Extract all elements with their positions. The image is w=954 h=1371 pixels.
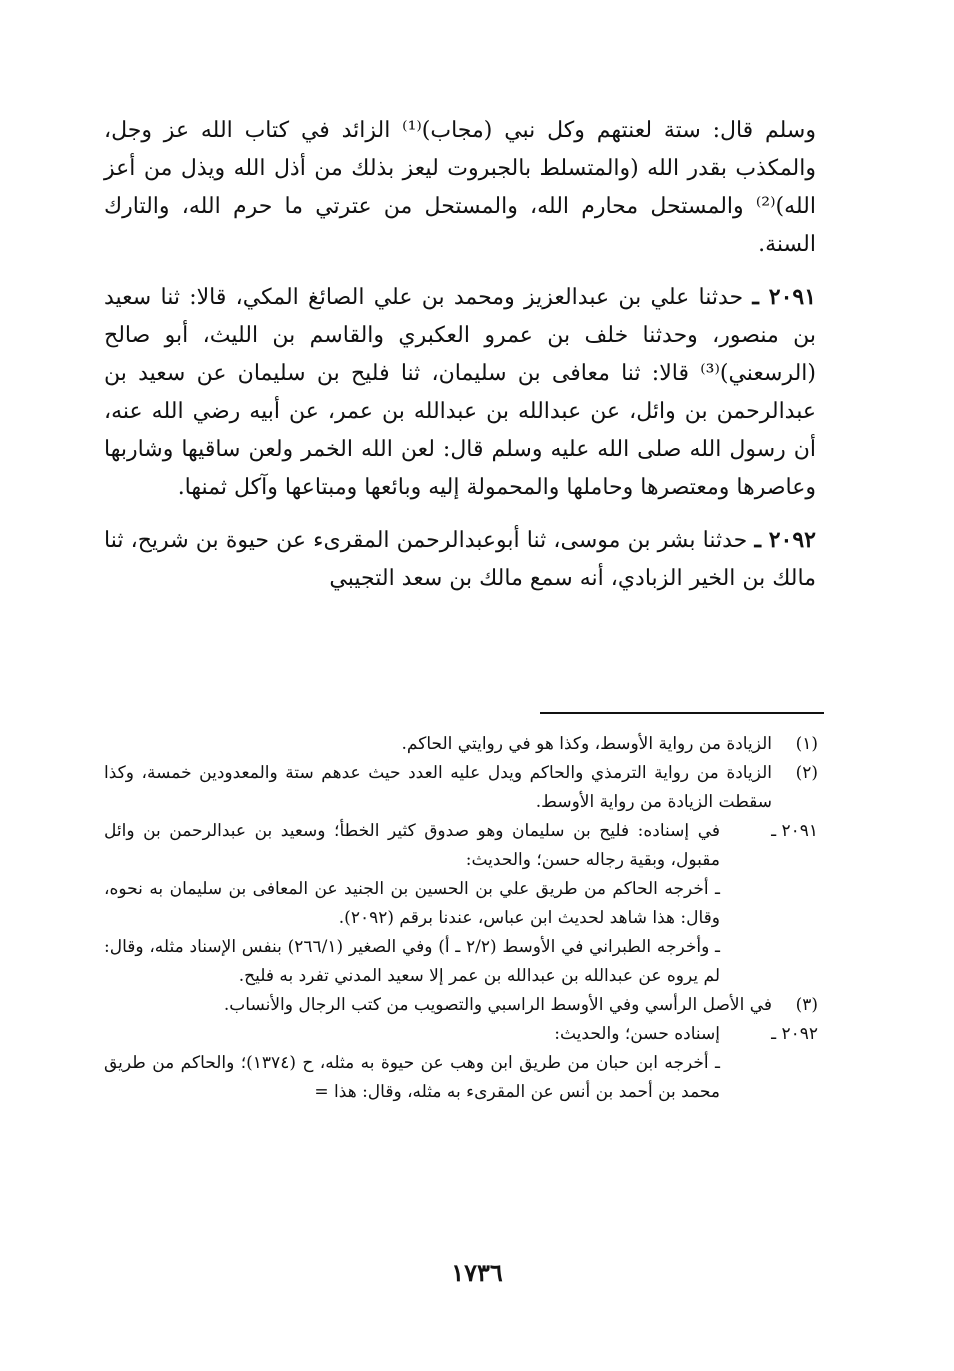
takhrij-label: ٢٠٩١ ـ [771, 821, 818, 841]
takhrij-source-text: ـ أخرجه الحاكم من طريق علي بن الحسين بن الجنيد عن المعافى بن سليمان به نحوه، وقال: هذا شاهد لحديث ابن عباس، عندنا برقم (٢٠٩٢). [104, 879, 720, 928]
main-text [104, 112, 816, 598]
footnote-1 [104, 730, 818, 759]
paragraph-text: وسلم قال: ستة لعنتهم وكل نبي (مجاب)⁽¹⁾ الزائد في كتاب الله عز وجل، والمكذب بقدر الله (والمتسلط بالجبروت ليعز بذلك من أذل الله ويذل من أعز الله)⁽²⁾ والمستحل محارم الله، والمستحل من عترتي ما حرم الله، والتارك السنة. [104, 118, 816, 257]
footnote-2 [104, 759, 818, 817]
hadith-number: ٢٠٩١ ـ [752, 284, 817, 310]
takhrij-text: في إسناده: فليح بن سليمان وهو صدوق كثير الخطأ؛ وسعيد بن عبدالرحمن بن وائل مقبول، وبقية رجاله حسن؛ والحديث: [104, 821, 720, 870]
footnote-3 [104, 991, 818, 1020]
takhrij-label: ٢٠٩٢ ـ [771, 1024, 818, 1044]
footnote-separator [540, 712, 824, 714]
paragraph-continuation [104, 112, 816, 264]
takhrij-source [104, 933, 818, 991]
takhrij-source [104, 875, 818, 933]
hadith-number: ٢٠٩٢ ـ [754, 527, 816, 553]
footnote-text: الزيادة من رواية الأوسط، وكذا هو في روايتي الحاكم. [401, 734, 772, 754]
footnotes [104, 730, 818, 1107]
takhrij-text: إسناده حسن؛ والحديث: [554, 1024, 720, 1044]
takhrij-2091 [104, 817, 818, 875]
takhrij-source [104, 1049, 818, 1107]
takhrij-2092 [104, 1020, 818, 1049]
paragraph-text: حدثنا بشر بن موسى، ثنا أبوعبدالرحمن المقرىء عن حيوة بن شريح، ثنا مالك بن الخير الزبادي، أنه سمع مالك بن سعد التجيبي [104, 528, 816, 591]
footnote-label: (١) [795, 734, 818, 754]
paragraph-text: حدثنا علي بن عبدالعزيز ومحمد بن علي الصائغ المكي، قالا: ثنا سعيد بن منصور، وحدثنا خلف بن عمرو العكبري والقاسم بن الليث، أبو صالح (الرسعني)⁽³⁾ قالا: ثنا معافى بن سليمان، ثنا فليح بن سليمان عن سعيد بن عبدالرحمن بن وائل، عن عبدالله بن عبدالله بن عمر، عن أبيه رضي الله عنه، أن رسول الله صلى الله عليه وسلم قال: لعن الله الخمر ولعن ساقيها وشاربها وعاصرها ومعتصرها وحاملها والمحمولة إليه وبائعها ومبتاعها وآكل ثمنها. [104, 285, 816, 500]
paragraph-hadith-2092 [104, 521, 816, 598]
footnote-label: (٣) [795, 995, 818, 1015]
page-number: ١٧٣٦ [451, 1258, 503, 1287]
footnote-label: (٢) [795, 763, 818, 783]
takhrij-source-text: ـ وأخرجه الطبراني في الأوسط (٢/٢ ـ أ) وفي الصغير (٢٦٦/١) بنفس الإسناد مثله، وقال: لم يروه عن عبدالله بن عبدالله بن عمر إلا سعيد المدني تفرد به فليح. [104, 937, 720, 986]
footnote-text: الزيادة من رواية الترمذي والحاكم ويدل عليه العدد حيث عدهم ستة والمعدودين خمسة، وكذا سقطت الزيادة من رواية الأوسط. [104, 763, 772, 812]
takhrij-source-text: ـ أخرجه ابن حبان من طريق ابن وهب عن حيوة به مثله، ح (١٣٧٤)؛ والحاكم من طريق محمد بن أحمد بن أنس عن المقرىء به مثله، وقال: هذا = [104, 1053, 720, 1102]
footnote-text: في الأصل الرأسي وفي الأوسط الراسبي والتصويب من كتب الرجال والأنساب. [223, 995, 772, 1015]
paragraph-hadith-2091 [104, 278, 816, 507]
